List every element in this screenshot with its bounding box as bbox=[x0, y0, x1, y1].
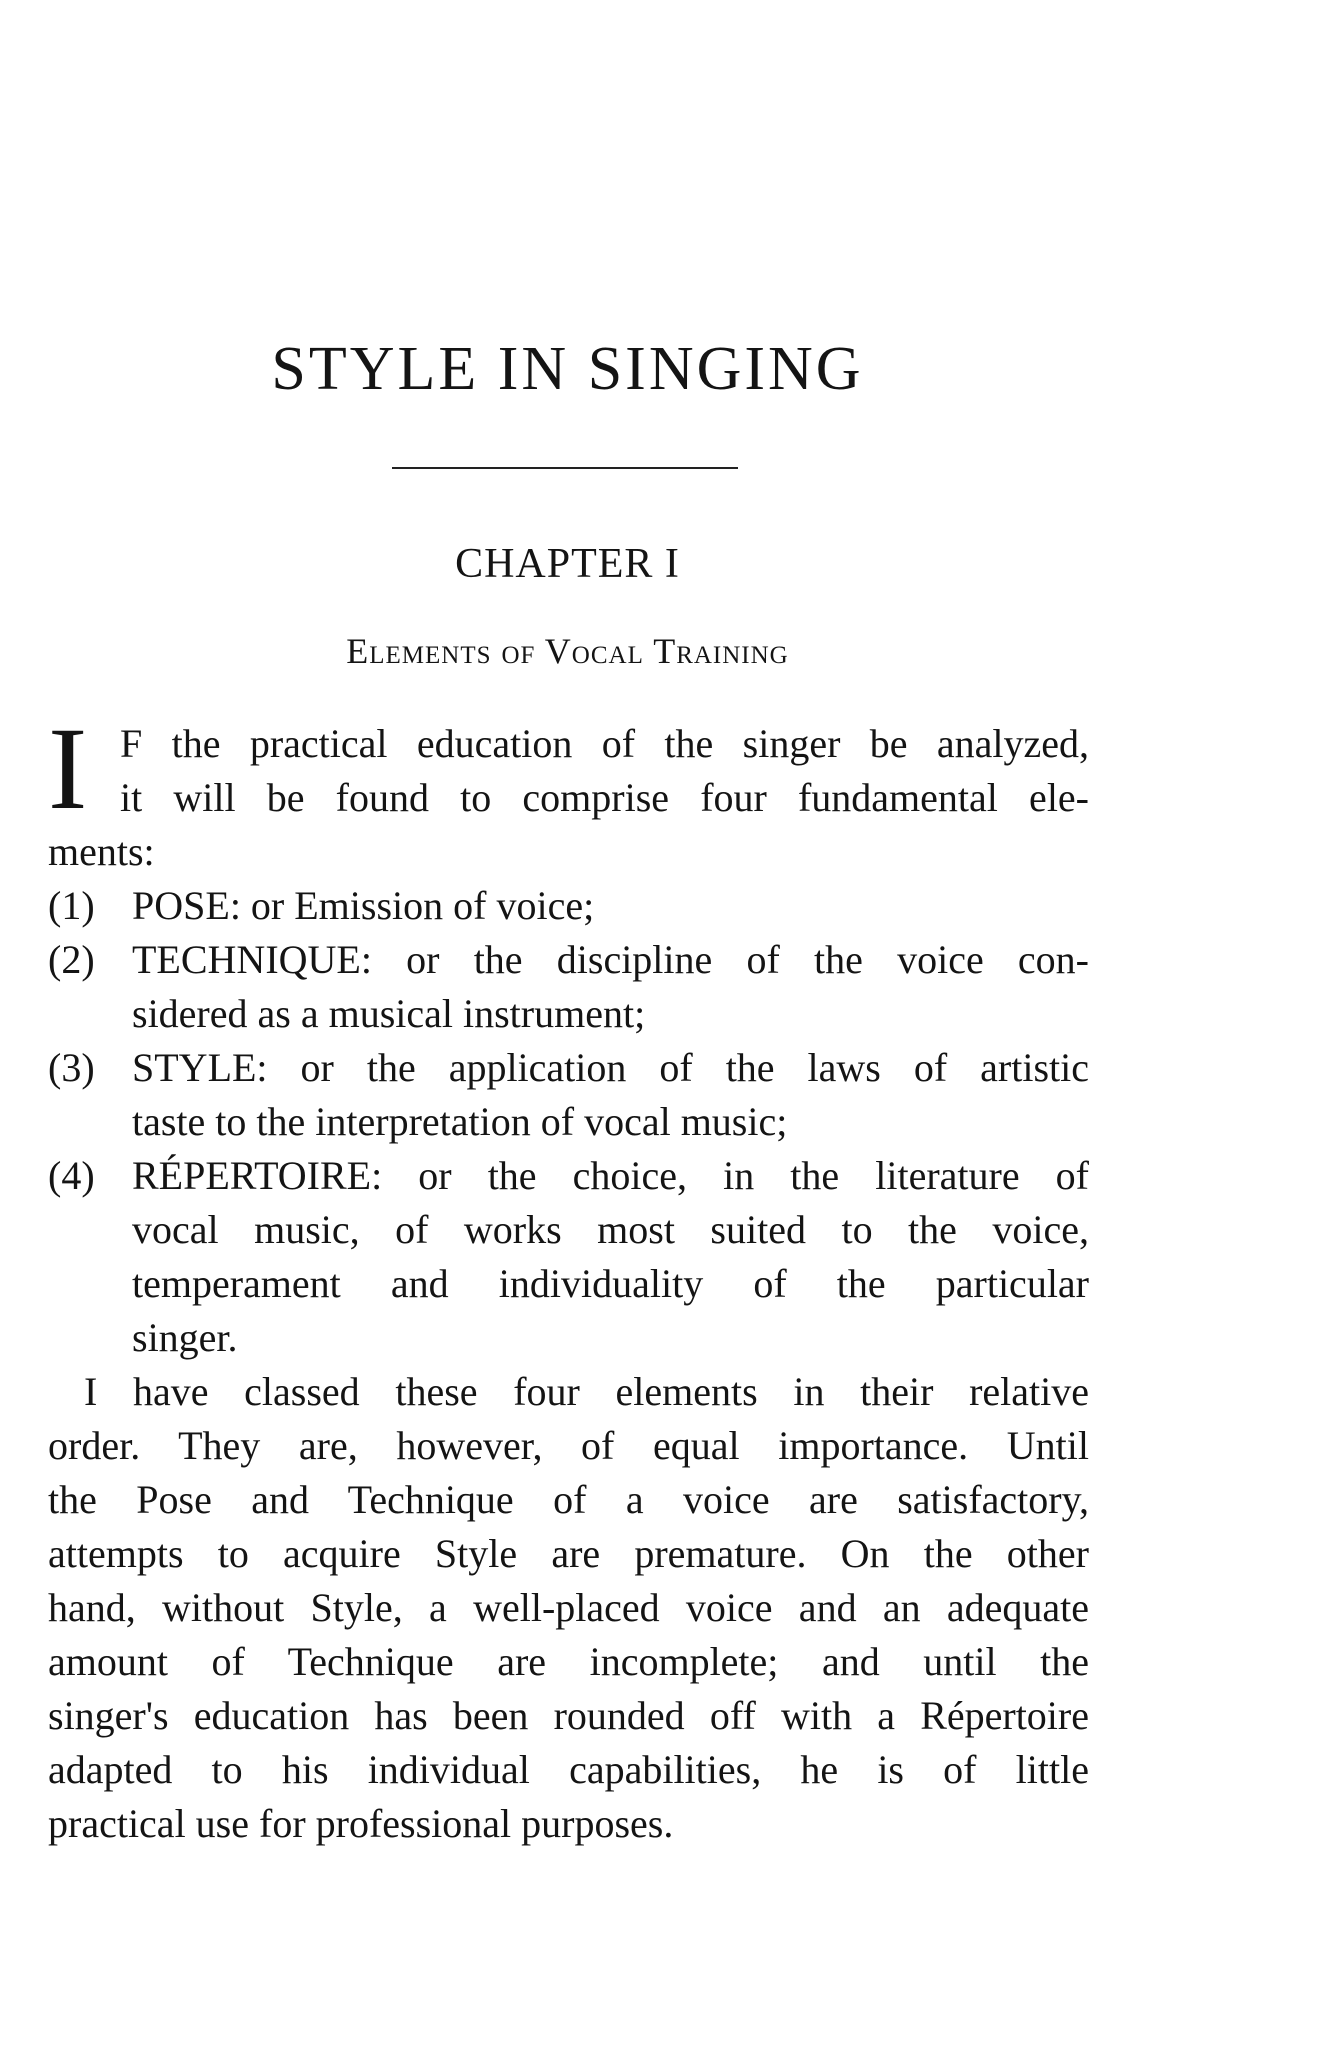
list-item bbox=[48, 1041, 1089, 1149]
item-text: temperament and individuality of the particular bbox=[132, 1261, 1089, 1306]
paragraph-line: amount of Technique are incomplete; and until the bbox=[48, 1639, 1089, 1684]
list-item bbox=[48, 933, 1089, 1041]
intro-line: it will be found to comprise four fundamental ele- bbox=[120, 775, 1089, 820]
item-text: POSE: or Emission of voice; bbox=[132, 883, 595, 928]
item-number: (3) bbox=[48, 1045, 95, 1090]
item-number: (4) bbox=[48, 1153, 95, 1198]
list-item bbox=[48, 1149, 1089, 1365]
elements-list bbox=[48, 879, 1089, 1365]
chapter-subtitle: Elements of Vocal Training bbox=[346, 631, 789, 671]
paragraph-line: the Pose and Technique of a voice are satisfactory, bbox=[48, 1477, 1089, 1522]
intro-line: ments: bbox=[48, 829, 155, 874]
item-text: vocal music, of works most suited to the voice, bbox=[132, 1207, 1089, 1252]
title-divider bbox=[392, 467, 738, 469]
list-item bbox=[48, 879, 1089, 933]
paragraph-line: singer's education has been rounded off with a Répertoire bbox=[48, 1693, 1089, 1738]
paragraph-line: attempts to acquire Style are premature. On the other bbox=[48, 1531, 1089, 1576]
intro-paragraph bbox=[48, 717, 1089, 879]
intro-line: F the practical education of the singer be analyzed, bbox=[120, 721, 1089, 766]
item-text: singer. bbox=[132, 1315, 238, 1360]
item-number: (2) bbox=[48, 937, 95, 982]
item-text: STYLE: or the application of the laws of artistic bbox=[132, 1045, 1089, 1090]
body-paragraph bbox=[48, 1365, 1089, 1851]
item-text: TECHNIQUE: or the discipline of the voice con- bbox=[132, 937, 1089, 982]
paragraph-line: hand, without Style, a well-placed voice and an adequate bbox=[48, 1585, 1089, 1630]
paragraph-line: order. They are, however, of equal importance. Until bbox=[48, 1423, 1089, 1468]
item-text: taste to the interpretation of vocal music; bbox=[132, 1099, 788, 1144]
paragraph-line: adapted to his individual capabilities, he is of little bbox=[48, 1747, 1089, 1792]
paragraph-line: practical use for professional purposes. bbox=[48, 1801, 674, 1846]
item-number: (1) bbox=[48, 883, 95, 928]
drop-cap: I bbox=[48, 703, 88, 834]
item-text: RÉPERTOIRE: or the choice, in the literature of bbox=[132, 1153, 1089, 1198]
paragraph-line: I have classed these four elements in their relative bbox=[84, 1369, 1089, 1414]
item-text: sidered as a musical instrument; bbox=[132, 991, 646, 1036]
book-title: STYLE IN SINGING bbox=[271, 335, 864, 403]
chapter-heading: CHAPTER I bbox=[455, 541, 680, 587]
